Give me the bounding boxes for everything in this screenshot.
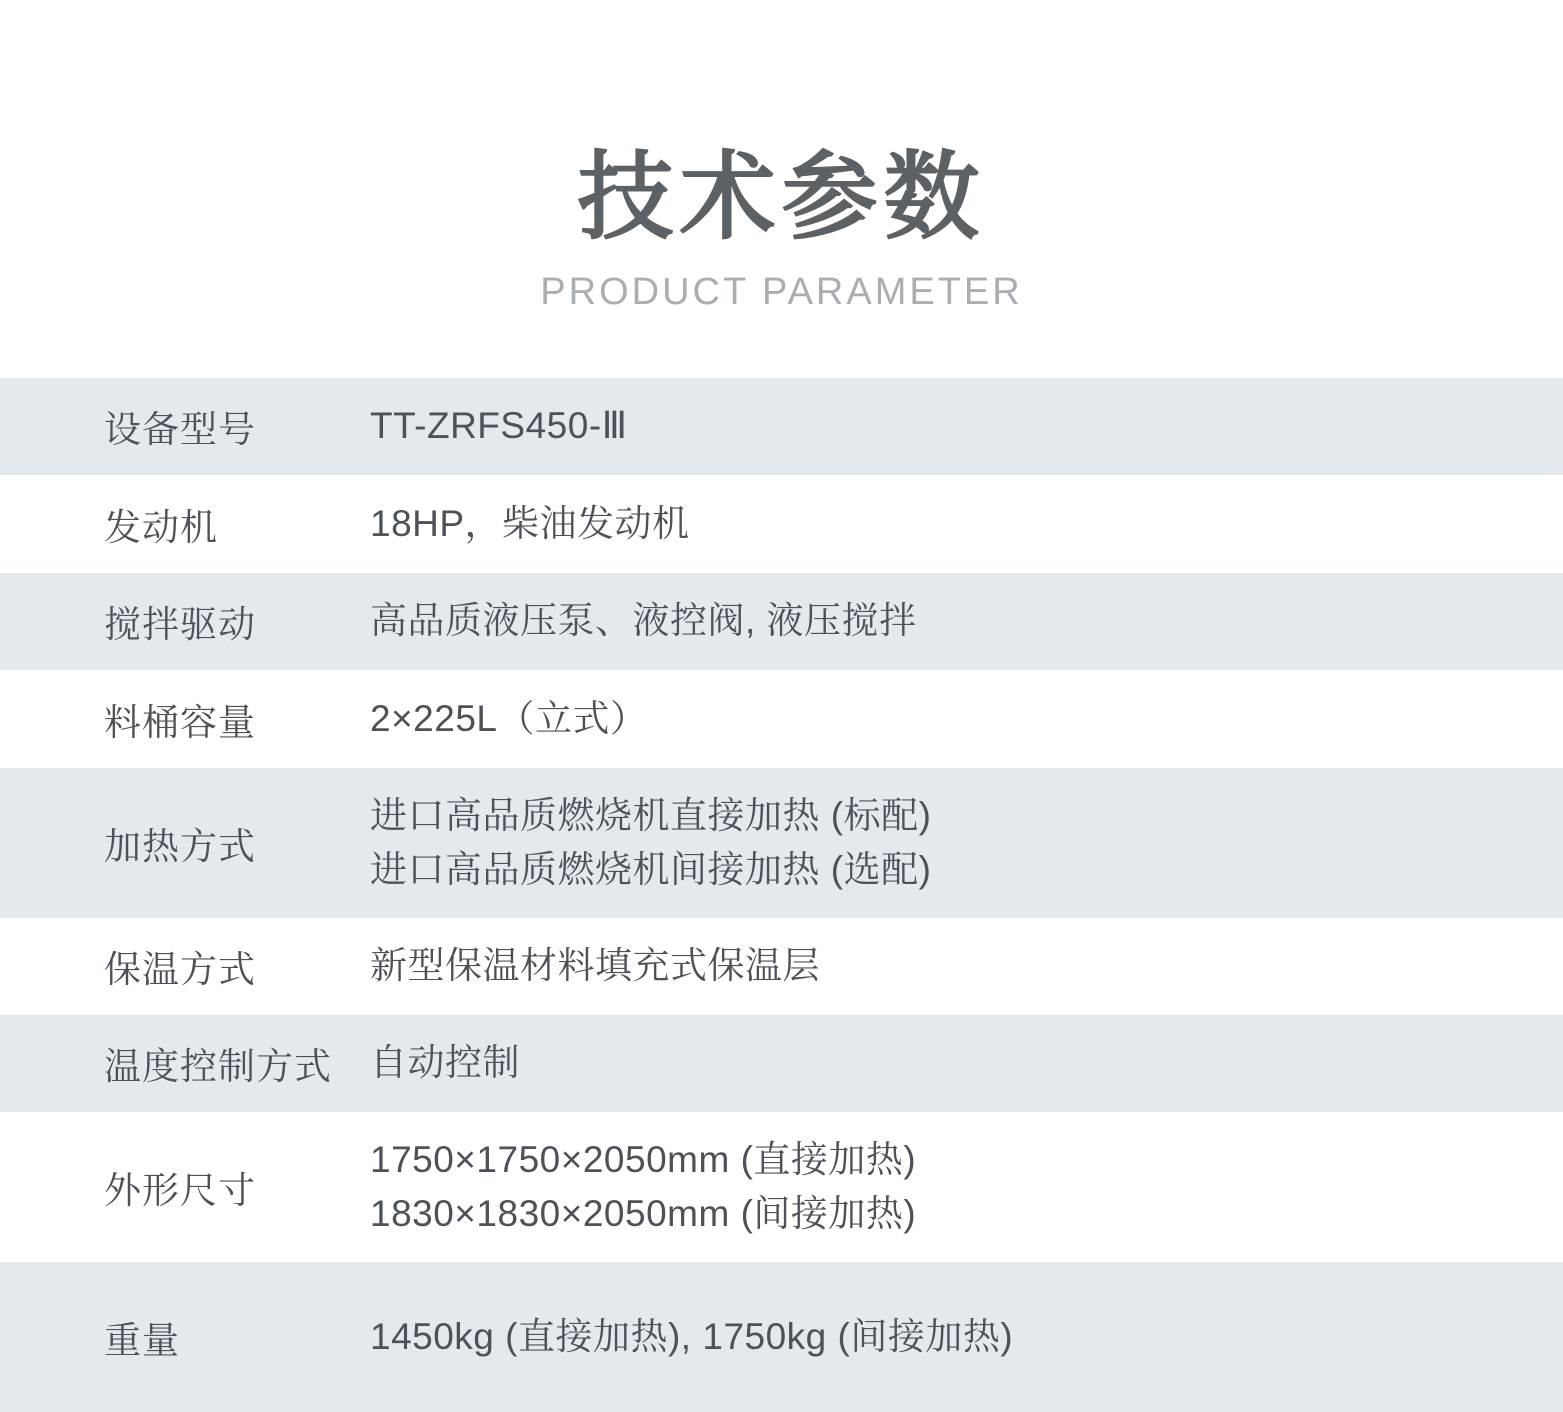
spec-value (370, 939, 1563, 993)
spec-value-line: 高品质液压泵、液控阀, 液压搅拌 (370, 600, 917, 642)
table-row (0, 475, 1563, 573)
spec-label: 料桶容量 (104, 701, 256, 743)
page-header (0, 0, 1563, 314)
table-row (0, 1112, 1563, 1262)
table-row (0, 378, 1563, 475)
table-row (0, 918, 1563, 1015)
spec-value (370, 1036, 1563, 1090)
spec-value-line: 进口高品质燃烧机直接加热 (标配) (370, 795, 932, 837)
spec-label: 发动机 (104, 506, 218, 548)
spec-label: 保温方式 (104, 949, 256, 991)
spec-value (370, 789, 1563, 896)
spec-value-line: TT-ZRFS450-Ⅲ (370, 405, 628, 447)
page-subtitle: PRODUCT PARAMETER (540, 270, 1023, 313)
spec-label: 设备型号 (104, 409, 256, 451)
table-row (0, 1262, 1563, 1412)
table-row (0, 1015, 1563, 1112)
table-row (0, 573, 1563, 670)
spec-label: 加热方式 (104, 825, 256, 867)
spec-label: 重量 (104, 1319, 180, 1361)
spec-value-line: 进口高品质燃烧机间接加热 (选配) (370, 848, 932, 890)
spec-value (370, 692, 1563, 746)
table-row (0, 768, 1563, 918)
spec-label: 温度控制方式 (104, 1046, 332, 1088)
table-row (0, 670, 1563, 768)
spec-value-line: 2×225L（立式） (370, 697, 648, 739)
spec-value-line: 自动控制 (370, 1042, 520, 1084)
spec-label: 搅拌驱动 (104, 604, 256, 646)
spec-value (370, 1133, 1563, 1240)
spec-value-line: 18HP，柴油发动机 (370, 502, 690, 544)
spec-value-line: 1450kg (直接加热), 1750kg (间接加热) (370, 1315, 1014, 1357)
spec-table (0, 378, 1563, 1412)
spec-value-line: 1830×1830×2050mm (间接加热) (370, 1192, 917, 1234)
spec-value (370, 399, 1563, 453)
spec-value (370, 594, 1563, 648)
page-title: 技术参数 (577, 144, 986, 251)
spec-value (370, 497, 1563, 551)
spec-value-line: 新型保温材料填充式保温层 (370, 945, 820, 987)
spec-value-line: 1750×1750×2050mm (直接加热) (370, 1139, 917, 1181)
spec-value (370, 1310, 1563, 1364)
spec-label: 外形尺寸 (104, 1169, 256, 1211)
